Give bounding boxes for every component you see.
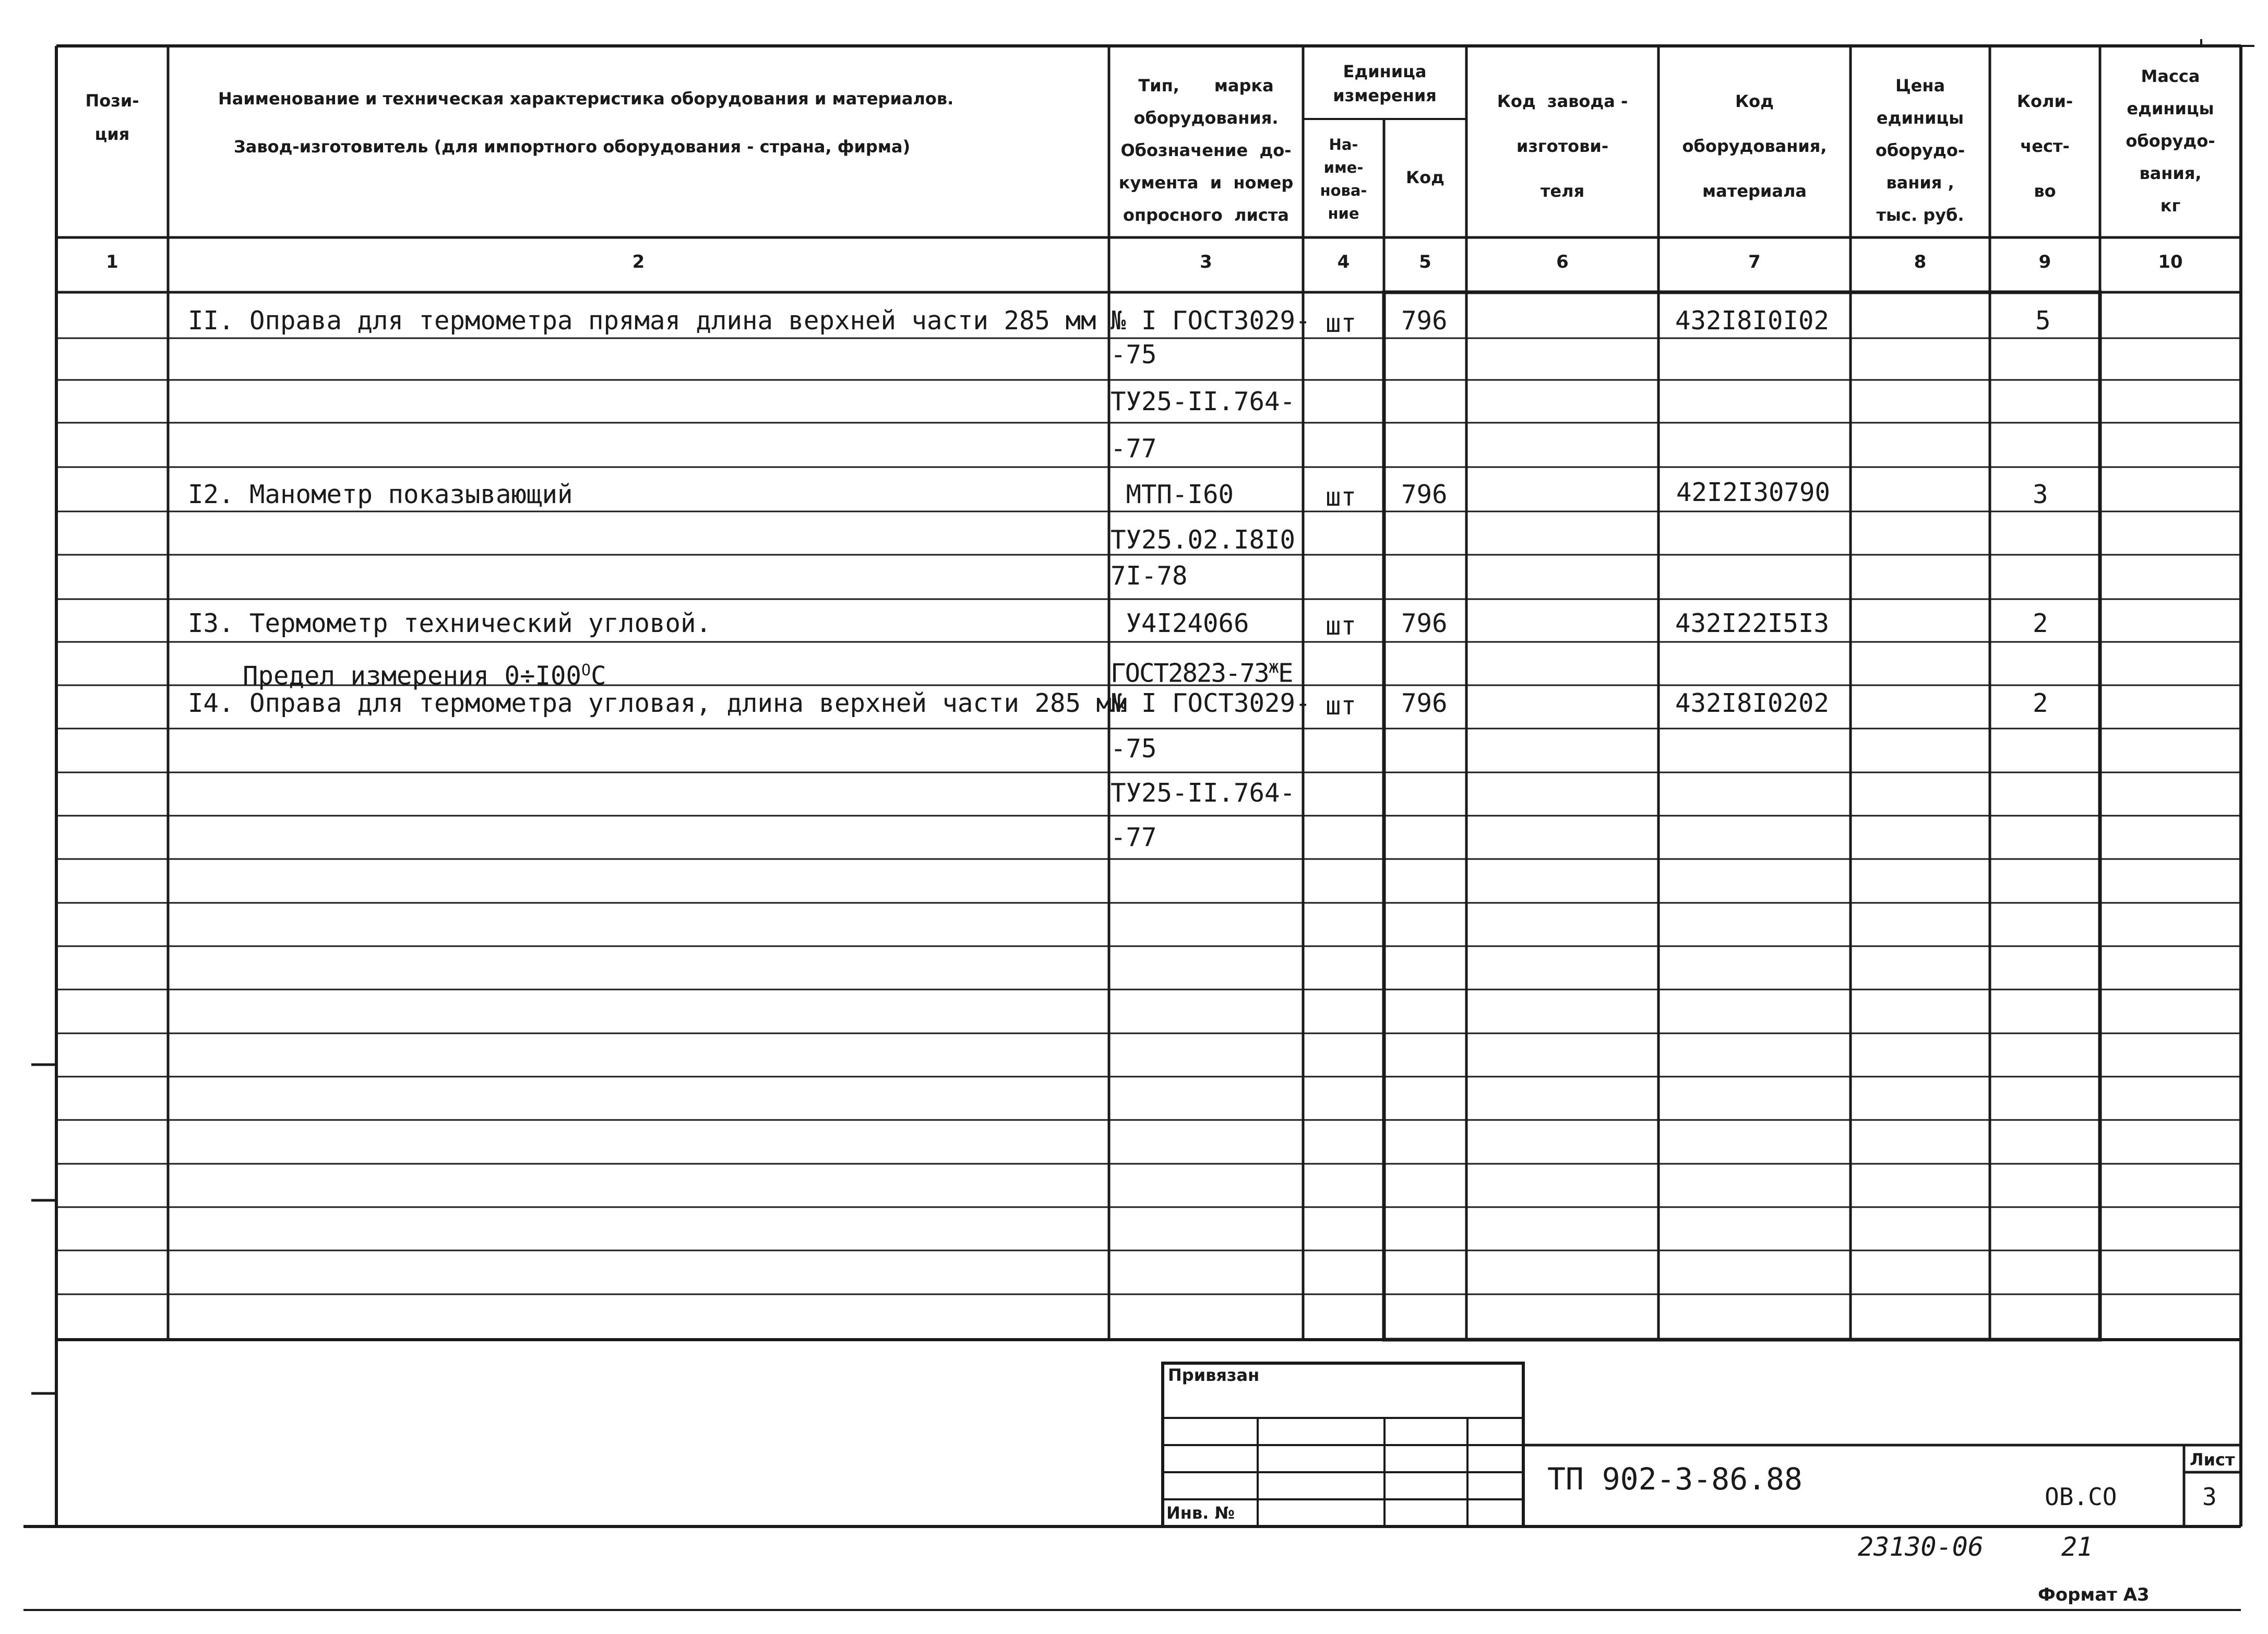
item-type-line: МТП-I60 bbox=[1111, 480, 1234, 509]
item-name: I3. Термометр технический угловой. bbox=[188, 609, 712, 638]
item-type-line: -77 bbox=[1111, 434, 1157, 463]
header-unit-name bbox=[1303, 123, 1384, 235]
header-unit-line-1: Единица bbox=[1343, 62, 1427, 81]
item-type-line: № I ГОСТ3029- bbox=[1111, 306, 1311, 336]
item-type-line: -75 bbox=[1111, 340, 1157, 369]
header-price-line-2: единицы bbox=[1876, 108, 1964, 128]
header-factory-line-1: Код завода - bbox=[1497, 91, 1628, 111]
item-quantity: 2 bbox=[2033, 609, 2048, 638]
header-type-line-1: Тип, марка bbox=[1138, 75, 1274, 96]
item-name: I4. Оправа для термометра угловая, длина верхней части 285 мм bbox=[188, 688, 1127, 718]
sheet-number: 3 bbox=[2202, 1483, 2217, 1511]
header-qty-line-3: во bbox=[2034, 181, 2056, 201]
header-price-line-3: оборудо- bbox=[1875, 140, 1965, 160]
item-unit-code: 796 bbox=[1401, 688, 1448, 718]
item-type-line: ТУ25-II.764- bbox=[1111, 778, 1296, 808]
item-type-line: 7I-78 bbox=[1111, 561, 1188, 591]
header-position-line-2: ция bbox=[94, 124, 130, 144]
header-name-line-2: Завод-изготовитель (для импортного оборудования - страна, фирма) bbox=[234, 137, 911, 157]
item-measure-unit: С bbox=[591, 661, 606, 691]
header-eqcode-line-2: оборудования, bbox=[1682, 136, 1827, 156]
item-quantity: 2 bbox=[2033, 688, 2048, 718]
header-mass-line-5: кг bbox=[2160, 196, 2181, 216]
item-unit-code: 796 bbox=[1401, 480, 1448, 509]
header-type-line-5: опросного листа bbox=[1123, 205, 1289, 225]
column-number-4: 4 bbox=[1337, 252, 1350, 272]
column-number-7: 7 bbox=[1748, 252, 1761, 272]
header-mass-line-1: Масса bbox=[2141, 66, 2200, 86]
item-unit: шт bbox=[1326, 308, 1357, 338]
header-type bbox=[1110, 65, 1302, 235]
header-unit-name-line-1: На- bbox=[1329, 135, 1358, 153]
item-equipment-code: 432I8I0I02 bbox=[1675, 306, 1830, 336]
header-price-line-5: тыс. руб. bbox=[1876, 205, 1964, 225]
item-name: II. Оправа для термометра прямая длина верхней части 285 мм bbox=[188, 306, 1096, 336]
item-unit: шт bbox=[1326, 482, 1357, 512]
header-price bbox=[1851, 65, 1990, 235]
column-number-8: 8 bbox=[1914, 252, 1927, 272]
item-type-line: -75 bbox=[1111, 734, 1157, 764]
item-unit: шт bbox=[1326, 611, 1357, 641]
header-mass-line-2: единицы bbox=[2127, 99, 2214, 118]
header-factory-line-3: теля bbox=[1540, 181, 1585, 201]
item-unit: шт bbox=[1326, 691, 1357, 721]
header-qty-line-2: чест- bbox=[2020, 136, 2070, 156]
header-unit-line-2: измерения bbox=[1333, 86, 1437, 105]
header-unit-group bbox=[1303, 52, 1466, 115]
item-type-line: -77 bbox=[1111, 822, 1157, 852]
header-factory-code bbox=[1466, 78, 1658, 214]
header-mass-line-4: вания, bbox=[2139, 163, 2202, 183]
page-number: 21 bbox=[2061, 1532, 2093, 1562]
header-qty-line-1: Коли- bbox=[2016, 91, 2073, 111]
item-quantity: 5 bbox=[2035, 306, 2051, 336]
header-type-line-4: кумента и номер bbox=[1118, 172, 1294, 193]
header-price-line-4: вания , bbox=[1886, 172, 1954, 193]
column-number-6: 6 bbox=[1556, 252, 1569, 272]
header-unit-code bbox=[1384, 120, 1466, 235]
column-number-9: 9 bbox=[2038, 252, 2051, 272]
item-unit-code: 796 bbox=[1401, 609, 1448, 638]
header-type-line-2: оборудования. bbox=[1133, 108, 1279, 128]
header-position bbox=[56, 78, 168, 157]
item-name-continuation bbox=[243, 655, 606, 691]
header-mass-line-3: оборудо- bbox=[2126, 131, 2215, 151]
column-number-3: 3 bbox=[1200, 252, 1212, 272]
header-unit-name-line-3: нова- bbox=[1320, 181, 1367, 199]
header-equipment-code bbox=[1658, 78, 1851, 214]
header-eqcode-line-3: материала bbox=[1702, 181, 1807, 201]
item-type-line: У4I24066 bbox=[1111, 609, 1249, 638]
column-number-10: 10 bbox=[2158, 252, 2183, 272]
header-position-line-1: Пози- bbox=[85, 91, 139, 111]
document-mark: ОВ.СО bbox=[2045, 1483, 2117, 1511]
item-unit-code: 796 bbox=[1401, 306, 1448, 336]
item-measure-range: Предел измерения 0÷I00 bbox=[243, 661, 582, 691]
item-type-line: № I ГОСТ3029- bbox=[1111, 688, 1311, 718]
item-standard-mark: ж bbox=[1268, 657, 1278, 677]
item-type-line: ТУ25-II.764- bbox=[1111, 387, 1296, 416]
paper-format: Формат А3 bbox=[2038, 1584, 2150, 1605]
inventory-number-label: Инв. № bbox=[1166, 1503, 1235, 1523]
header-type-line-3: Обозначение до- bbox=[1120, 140, 1292, 160]
header-quantity bbox=[1990, 78, 2100, 214]
header-unit-code-label: Код bbox=[1406, 168, 1445, 187]
column-number-1: 1 bbox=[106, 252, 118, 272]
item-equipment-code: 42I2I30790 bbox=[1676, 478, 1831, 507]
item-measure-degree: О bbox=[581, 661, 591, 679]
header-factory-line-2: изготови- bbox=[1516, 136, 1609, 156]
header-eqcode-line-1: Код bbox=[1735, 91, 1774, 111]
header-name bbox=[218, 84, 1105, 162]
column-number-2: 2 bbox=[632, 252, 645, 272]
archive-number: 23130-06 bbox=[1858, 1532, 1984, 1562]
item-name: I2. Манометр показывающий bbox=[188, 480, 573, 509]
item-standard: ГОСТ2823-73 bbox=[1111, 658, 1269, 688]
header-unit-name-line-2: име- bbox=[1323, 158, 1364, 176]
item-type-line bbox=[1111, 651, 1293, 689]
header-name-line-1: Наименование и техническая характеристика оборудования и материалов. bbox=[218, 89, 954, 109]
column-number-5: 5 bbox=[1419, 252, 1431, 272]
sheet-label: Лист bbox=[2190, 1450, 2235, 1470]
item-equipment-code: 432I22I5I3 bbox=[1675, 609, 1830, 638]
item-equipment-code: 432I8I0202 bbox=[1675, 688, 1830, 718]
item-quantity: 3 bbox=[2033, 480, 2048, 509]
item-standard-suffix: Е bbox=[1278, 658, 1293, 688]
document-code: ТП 902-3-86.88 bbox=[1547, 1461, 1803, 1497]
header-price-line-1: Цена bbox=[1895, 75, 1945, 96]
header-mass bbox=[2100, 57, 2241, 224]
item-type-line: ТУ25.02.I8I0 bbox=[1111, 525, 1296, 555]
header-unit-name-line-4: ние bbox=[1328, 204, 1359, 222]
privyazan-label: Привязан bbox=[1168, 1365, 1260, 1385]
